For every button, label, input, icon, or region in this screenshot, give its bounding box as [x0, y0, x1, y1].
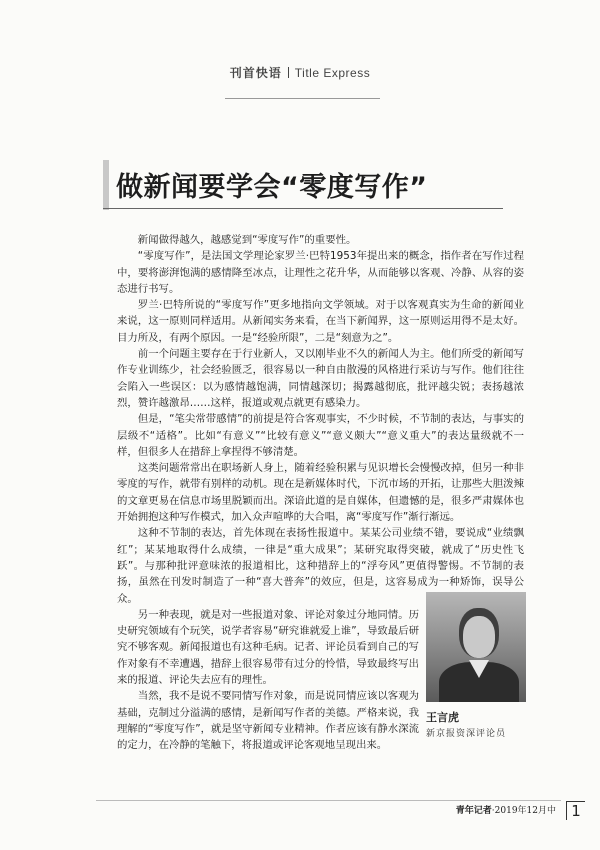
title-accent-bar — [103, 160, 109, 210]
header-rule — [225, 98, 380, 99]
issue-date: ·2019年12月中 — [491, 806, 556, 816]
paragraph: 前一个问题主要存在于行业新人，又以刚毕业不久的新闻人为主。他们所受的新闻写作专业训练少，社会经验匮乏，很容易以一种自由散漫的风格进行采访与写作。他们往往会陷入一些误区：以为感情越饱满，同情越深切；揭露越彻底，批评越尖锐；表扬越浓烈，赞许越激昂……这样，报道或观点就更有感染力。 — [117, 348, 524, 409]
paragraph: 罗兰·巴特所说的“零度写作”更多地指向文学领域。对于以客观真实为生命的新闻业来说，这一原则同样适用。从新闻实务来看，在当下新闻界，这一原则运用得不是太好。目力所及，有两个原因。一是“经验所限”，二是“刻意为之”。 — [117, 299, 524, 344]
header-divider — [288, 67, 289, 78]
author-photo — [426, 592, 526, 702]
author-photo-face — [463, 616, 495, 658]
footer — [456, 803, 556, 816]
paragraph: 但是，“笔尖常带感情”的前提是符合客观事实，不少时候，不节制的表达，与事实的层级不“适格”。比如“有意义”“比较有意义”“意义颇大”“意义重大”的表达量级就不一样，但很多人在措辞上拿捏得不够清楚。 — [117, 413, 524, 458]
paragraph: 当然，我不是说不要同情写作对象，而是说同情应该以客观为基础，克制过分溢满的感情，是新闻写作者的美德。严格来说，我理解的“零度写作”，就是坚守新闻专业精神。作者应该有静水深流的定力，在冷静的笔触下，将报道或评论客观地呈现出来。 — [117, 690, 419, 752]
paragraph: 新闻做得越久，越感觉到“零度写作”的重要性。 — [137, 234, 357, 246]
column-header — [0, 64, 600, 81]
paragraph: 另一种表现，就是对一些报道对象、评论对象过分地同情。历史研究领域有个玩笑，说学者容易“研究谁就爱上谁”，导致最后研究不够客观。新闻报道也有这种毛病。记者、评论员看到自己的写作对象有不幸遭遇，措辞上很容易带有过分的怜惜，导致最终写出来的报道、评论失去应有的理性。 — [117, 608, 419, 687]
title-rule — [103, 208, 503, 209]
article-title: 做新闻要学会“零度写作” — [116, 172, 428, 203]
footer-rule — [96, 800, 561, 801]
paragraph: 这类问题常常出在职场新人身上，随着经验积累与见识增长会慢慢改掉，但另一种非零度的写作，就带有别样的动机。现在是新媒体时代，下沉市场的开拓，让那些大胆泼辣的文章更易在信息市场里脱颖而出。深谙此道的是自媒体，但遗憾的是，很多严肃媒体也开始拥抱这种写作模式，加入众声喧哗的大合唱，离“零度写作”渐行渐远。 — [117, 462, 524, 524]
column-name-en: Title Express — [294, 66, 371, 80]
author-title: 新京报资深评论员 — [426, 729, 507, 739]
author-name: 王言虎 — [426, 711, 459, 724]
column-name-cn: 刊首快语 — [229, 66, 282, 80]
paragraph: “零度写作”，是法国文学理论家罗兰·巴特1953年提出来的概念，指作者在写作过程中，要将澎湃饱满的感情降至冰点，让理性之花升华，从而能够以客观、冷静、从容的姿态进行书写。 — [117, 250, 524, 295]
magazine-name: 青年记者 — [455, 806, 492, 816]
paragraph: 这种不节制的表达，首先体现在表扬性报道中。某某公司业绩不错，要说成“业绩飘红”；某某地取得什么成绩，一律是“重大成果”；某研究取得突破，就成了“历史性飞跃”。与那种批评意味浓的报道相比，这种措辞上的“浮夸风”更值得警惕。不节制的表扬，虽然在刊发时制造了一种“喜大普奔”的效应，但是，这容易成为一种矫饰，误导公众。 — [117, 527, 524, 605]
page-number: 1 — [566, 801, 585, 820]
